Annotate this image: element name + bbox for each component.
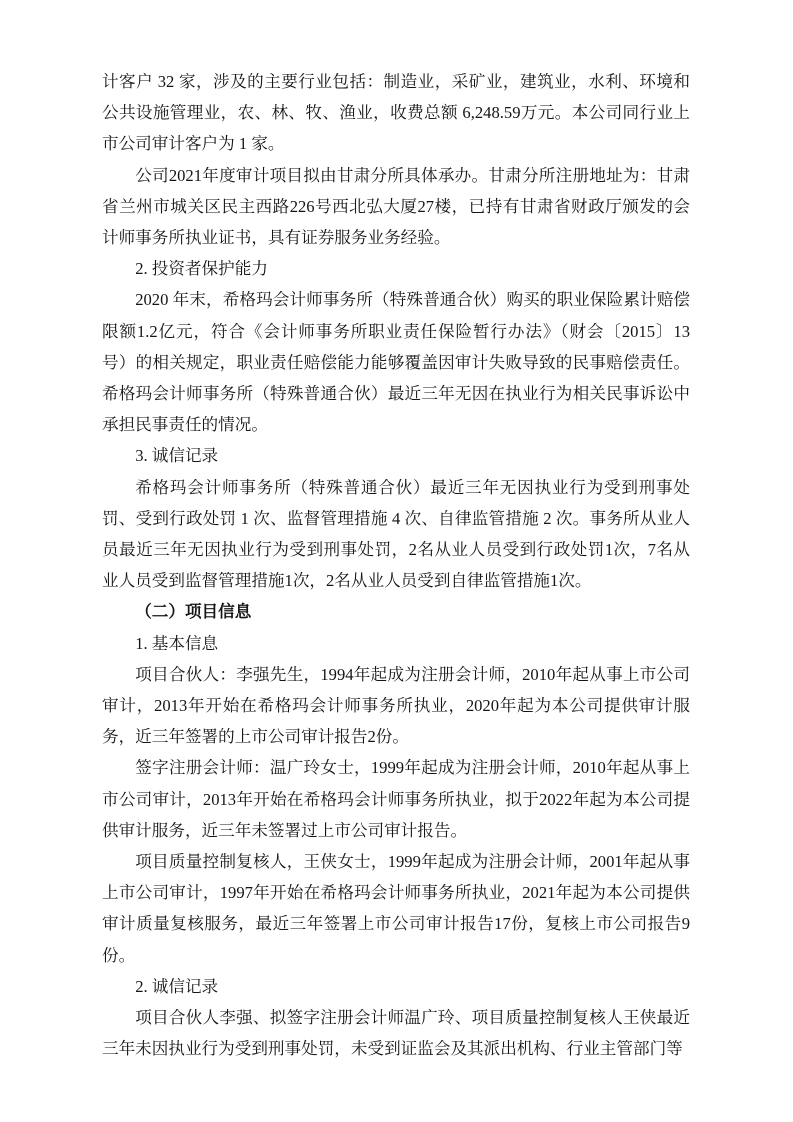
para-team-integrity-details: 项目合伙人李强、拟签字注册会计师温广玲、项目质量控制复核人王侠最近三年未因执业行为受到刑事处罚，未受到证监会及其派出机构、行业主管部门等	[102, 1008, 690, 1059]
heading-firm-integrity-record: 3. 诚信记录	[135, 446, 219, 466]
heading-basic-info: 1. 基本信息	[135, 633, 219, 653]
heading-investor-protection: 2. 投资者保护能力	[135, 259, 268, 279]
para-industry-clients-continuation: 计客户 32 家，涉及的主要行业包括：制造业，采矿业，建筑业，水利、环境和公共设施管理业，农、林、牧、渔业，收费总额 6,248.59万元。本公司同行业上市公司审计客户为 1 家。	[102, 72, 690, 154]
para-signing-cpa: 签字注册会计师：温广玲女士，1999年起成为注册会计师，2010年起从事上市公司审计，2013年开始在希格玛会计师事务所执业，拟于2022年起为本公司提供审计服务，近三年未签署过上市公司审计报告。	[102, 758, 690, 840]
para-gansu-branch-info: 公司2021年度审计项目拟由甘肃分所具体承办。甘肃分所注册地址为：甘肃省兰州市城关区民主西路226号西北弘大厦27楼，已持有甘肃省财政厅颁发的会计师事务所执业证书，具有证券服务业务经验。	[102, 165, 690, 248]
para-quality-reviewer: 项目质量控制复核人，王侠女士，1999年起成为注册会计师，2001年起从事上市公司审计，1997年开始在希格玛会计师事务所执业，2021年起为本公司提供审计质量复核服务，最近三年签署上市公司审计报告17份，复核上市公司报告9份。	[102, 852, 690, 965]
heading-project-info-section: （二）项目信息	[135, 602, 252, 622]
heading-team-integrity-record: 2. 诚信记录	[135, 976, 219, 996]
para-project-partner: 项目合伙人：李强先生，1994年起成为注册会计师，2010年起从事上市公司审计，2013年开始在希格玛会计师事务所执业，2020年起为本公司提供审计服务，近三年签署的上市公司审计报告2份。	[102, 664, 690, 747]
para-firm-integrity-details: 希格玛会计师事务所（特殊普通合伙）最近三年无因执业行为受到刑事处罚、受到行政处罚 1 次、监督管理措施 4 次、自律监管措施 2 次。事务所从业人员最近三年无因执业行为受到刑事处罚，2名从业人员受到行政处罚1次，7名从业人员受到监督管理措施1次，2名从业人员受到自律监管措施1次。	[102, 477, 690, 591]
para-insurance-coverage: 2020 年末，希格玛会计师事务所（特殊普通合伙）购买的职业保险累计赔偿限额1.2亿元，符合《会计师事务所职业责任保险暂行办法》（财会〔2015〕13 号）的相关规定，职业责任赔偿能力能够覆盖因审计失败导致的民事赔偿责任。希格玛会计师事务所（特殊普通合伙）最近三年无因在执业行为相关民事诉讼中承担民事责任的情况。	[102, 290, 690, 435]
